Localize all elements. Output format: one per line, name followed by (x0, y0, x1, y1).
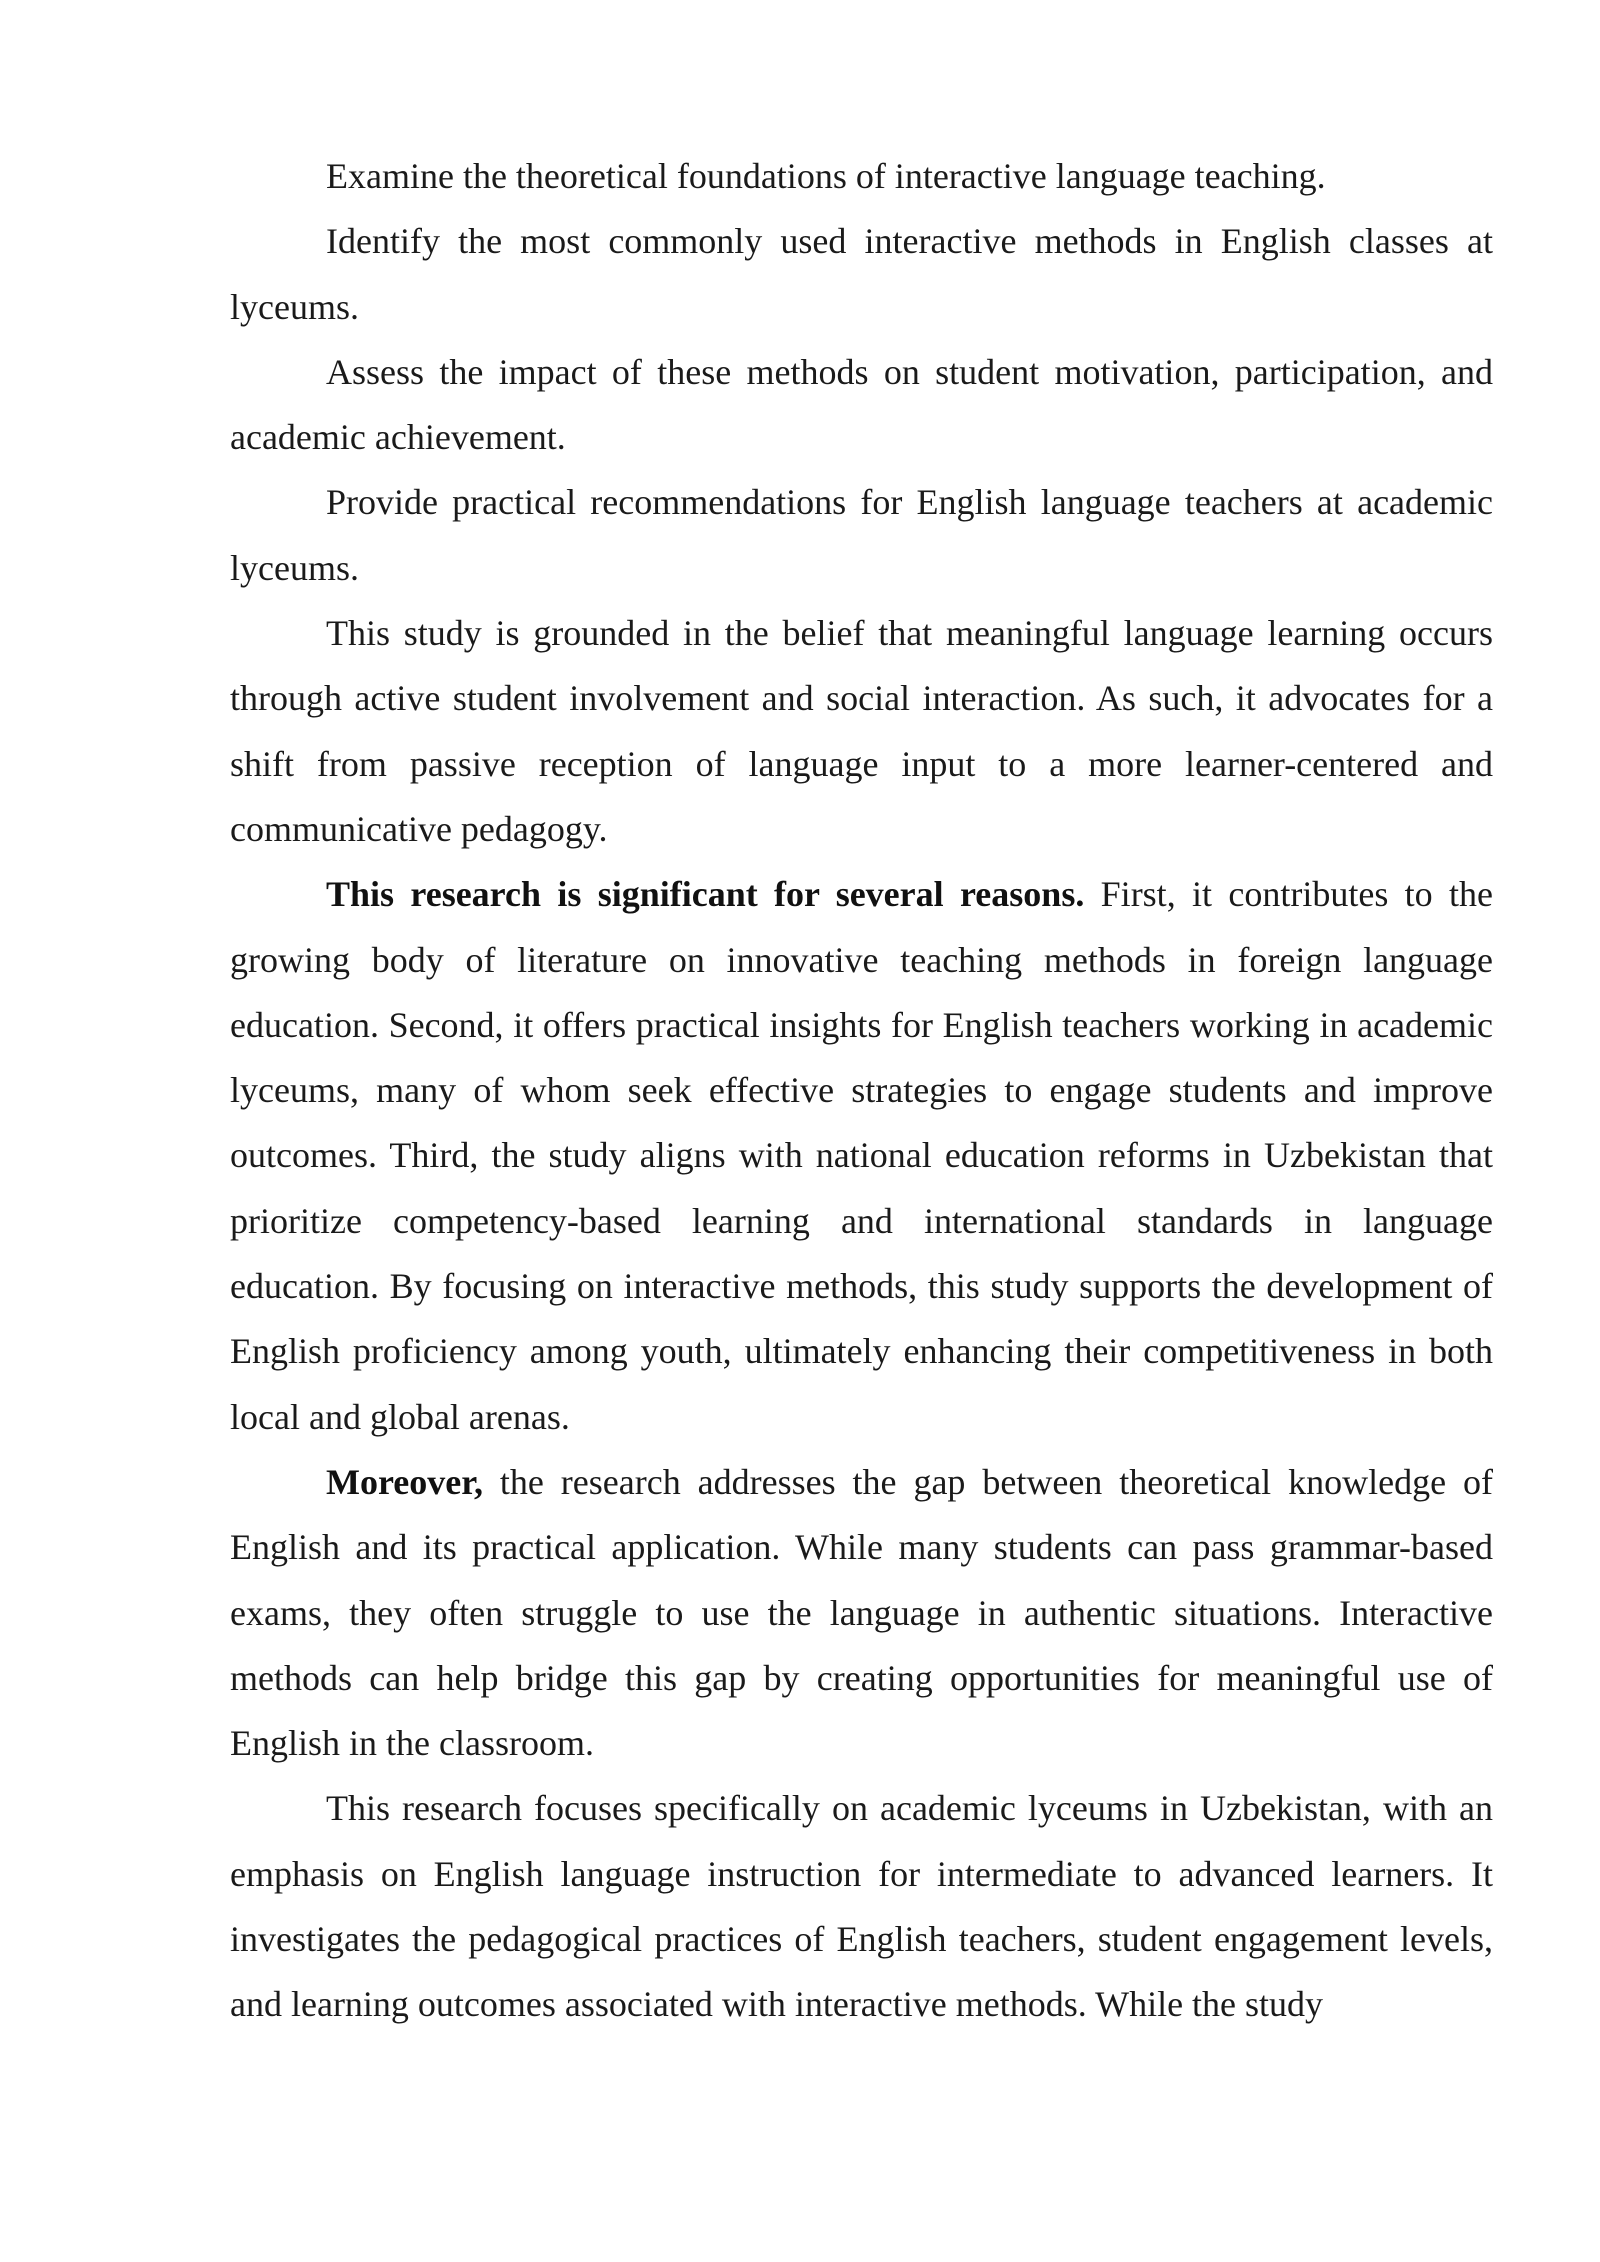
paragraph-text: the research addresses the gap between theoretical knowledge of English and its practical application. While many students can pass grammar-based exams, they often struggle to use the language in authentic situations. Interactive methods can help bridge this gap by creating opportunities for meaningful use of English in the classroom. (230, 1461, 1493, 1764)
objective-paragraph-2 (230, 209, 1493, 340)
objective-paragraph-3 (230, 340, 1493, 471)
grounding-paragraph (230, 601, 1493, 862)
paragraph-text: Identify the most commonly used interactive methods in English classes at lyceums. (230, 221, 1493, 327)
paragraph-lead-bold: This research is significant for several reasons. (326, 874, 1085, 915)
paragraph-text: Assess the impact of these methods on student motivation, participation, and academic achievement. (230, 351, 1493, 458)
paragraph-text: This research focuses specifically on academic lyceums in Uzbekistan, with an emphasis on English language instruction for intermediate to advanced learners. It investigates the pedagogical practices of English teachers, student engagement levels, and learning outcomes associated with interactive methods. While the study (230, 1788, 1493, 2025)
paragraph-text: Provide practical recommendations for English language teachers at academic lyceums. (230, 482, 1493, 588)
objective-paragraph-1 (230, 144, 1493, 209)
gap-paragraph (230, 1450, 1493, 1776)
paragraph-text: First, it contributes to the growing body of literature on innovative teaching methods in foreign language education. Second, it offers practical insights for English teachers working in academic lyceums, many of whom seek effective strategies to engage students and improve outcomes. Third, the study aligns with national education reforms in Uzbekistan that prioritize competency-based learning and international standards in language education. By focusing on interactive methods, this study supports the development of English proficiency among youth, ultimately enhancing their competitiveness in both local and global arenas. (230, 874, 1493, 1437)
paragraph-text: Examine the theoretical foundations of interactive language teaching. (326, 156, 1326, 196)
scope-paragraph (230, 1776, 1493, 2037)
paragraph-text: This study is grounded in the belief that meaningful language learning occurs through active student involvement and social interaction. As such, it advocates for a shift from passive reception of language input to a more learner-centered and communicative pedagogy. (230, 613, 1493, 849)
significance-paragraph (230, 862, 1493, 1450)
objective-paragraph-4 (230, 470, 1493, 601)
body-text (230, 144, 1493, 2038)
paragraph-lead-bold: Moreover, (326, 1461, 483, 1502)
